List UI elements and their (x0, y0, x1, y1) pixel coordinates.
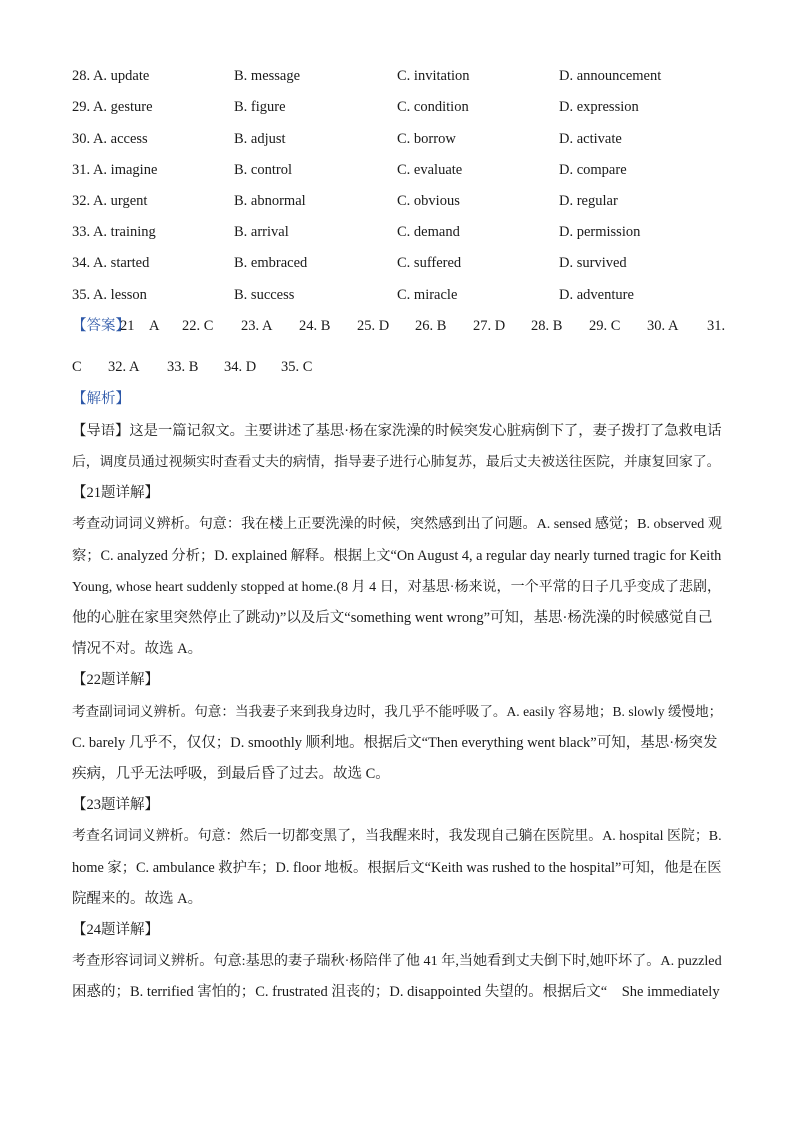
answer-line-2 (72, 356, 722, 378)
q23-line: 院醒来的。故选 A。 (72, 891, 203, 907)
q22-line: C. barely 几乎不，仅仅；D. smoothly 顺利地。根据后文“Then everything went black”可知，基思·杨突发 (72, 735, 718, 751)
q24-line: 困惑的；B. terrified 害怕的；C. frustrated 沮丧的；D. disappointed 失望的。根据后文“ She immediately (72, 984, 720, 1000)
answer-item: 32. A (108, 359, 140, 375)
option-b: B. abnormal (234, 193, 306, 209)
answer-label: 【答案】 (72, 318, 130, 334)
answer-item: 21 A (120, 318, 160, 334)
q23-title: 【23题详解】 (72, 797, 159, 813)
q21-line: 察；C. analyzed 分析；D. explained 解释。根据上文“On August 4, a regular day nearly turned tragic for Keith (72, 548, 722, 564)
q22-line: 疾病，几乎无法呼吸，到最后昏了过去。故选 C。 (72, 766, 390, 782)
option-c: C. miracle (397, 287, 458, 303)
answer-item: 26. B (415, 318, 447, 334)
option-d: D. regular (559, 193, 618, 209)
option-a: 28. A. update (72, 68, 150, 84)
option-b: B. embraced (234, 255, 308, 271)
option-b: B. adjust (234, 131, 286, 147)
answer-item: 34. D (224, 359, 257, 375)
option-d: D. activate (559, 131, 622, 147)
q21-line: 考查动词词义辨析。句意：我在楼上正要洗澡的时候，突然感到出了问题。A. sensed 感觉；B. observed 观 (72, 516, 722, 532)
option-b: B. success (234, 287, 295, 303)
q24-line: 考查形容词词义辨析。句意:基思的妻子瑞秋·杨陪伴了他 41 年,当她看到丈夫倒下时,她吓坏了。A. puzzled (72, 953, 722, 969)
option-d: D. expression (559, 99, 639, 115)
option-c: C. suffered (397, 255, 462, 271)
answer-item: C (72, 359, 82, 375)
answer-item: 27. D (473, 318, 506, 334)
q23-line: 考查名词词义辨析。句意：然后一切都变黑了，当我醒来时，我发现自己躺在医院里。A. hospital 医院；B. (72, 829, 722, 844)
q22-line: 考查副词词义辨析。句意：当我妻子来到我身边时，我几乎不能呼吸了。A. easily 容易地；B. slowly 缓慢地； (72, 704, 723, 719)
option-c: C. demand (397, 224, 460, 240)
option-a: 34. A. started (72, 255, 150, 271)
q21-line: 情况不对。故选 A。 (72, 641, 203, 657)
option-c: C. invitation (397, 68, 470, 84)
option-d: D. adventure (559, 287, 634, 303)
option-a: 31. A. imagine (72, 162, 158, 178)
option-a: 29. A. gesture (72, 99, 153, 115)
option-b: B. control (234, 162, 292, 178)
answer-item: 28. B (531, 318, 563, 334)
q23-line: home 家；C. ambulance 救护车；D. floor 地板。根据后文“Keith was rushed to the hospital”可知，他是在医 (72, 860, 722, 876)
option-a: 32. A. urgent (72, 193, 148, 209)
option-a: 35. A. lesson (72, 287, 147, 303)
option-c: C. evaluate (397, 162, 463, 178)
answer-item: 30. A (647, 318, 679, 334)
option-c: C. condition (397, 99, 469, 115)
q21-title: 【21题详解】 (72, 485, 159, 501)
answer-line-1 (72, 315, 732, 337)
option-d: D. announcement (559, 68, 662, 84)
answer-item: 35. C (281, 359, 313, 375)
guide-line-1: 【导语】这是一篇记叙文。主要讲述了基思·杨在家洗澡的时候突发心脏病倒下了，妻子拨打了急救电话 (72, 423, 722, 439)
analysis-label: 【解析】 (72, 391, 130, 407)
answer-item: 24. B (299, 318, 331, 334)
option-a: 30. A. access (72, 131, 148, 147)
answer-item: 22. C (182, 318, 214, 334)
option-c: C. obvious (397, 193, 460, 209)
answer-item: 25. D (357, 318, 390, 334)
answer-item: 33. B (167, 359, 199, 375)
option-b: B. message (234, 68, 301, 84)
answer-item: 23. A (241, 318, 273, 334)
answer-item: 29. C (589, 318, 621, 334)
option-b: B. figure (234, 99, 286, 115)
q24-title: 【24题详解】 (72, 922, 159, 938)
option-c: C. borrow (397, 131, 456, 147)
option-a: 33. A. training (72, 224, 156, 240)
q21-line: 他的心脏在家里突然停止了跳动)”以及后文“something went wrong”可知，基思·杨洗澡的时候感觉自己 (72, 610, 713, 626)
option-d: D. permission (559, 224, 641, 240)
option-d: D. compare (559, 162, 627, 178)
answer-item: 31. (707, 318, 726, 334)
option-d: D. survived (559, 255, 627, 271)
guide-line-2: 后，调度员通过视频实时查看丈夫的病情，指导妻子进行心肺复苏，最后丈夫被送往医院，并康复回家了。 (72, 454, 721, 469)
q21-line: Young, whose heart suddenly stopped at home.(8 月 4 日，对基思·杨来说，一个平常的日子几乎变成了悲剧， (72, 579, 722, 595)
q22-title: 【22题详解】 (72, 672, 159, 688)
option-b: B. arrival (234, 224, 289, 240)
